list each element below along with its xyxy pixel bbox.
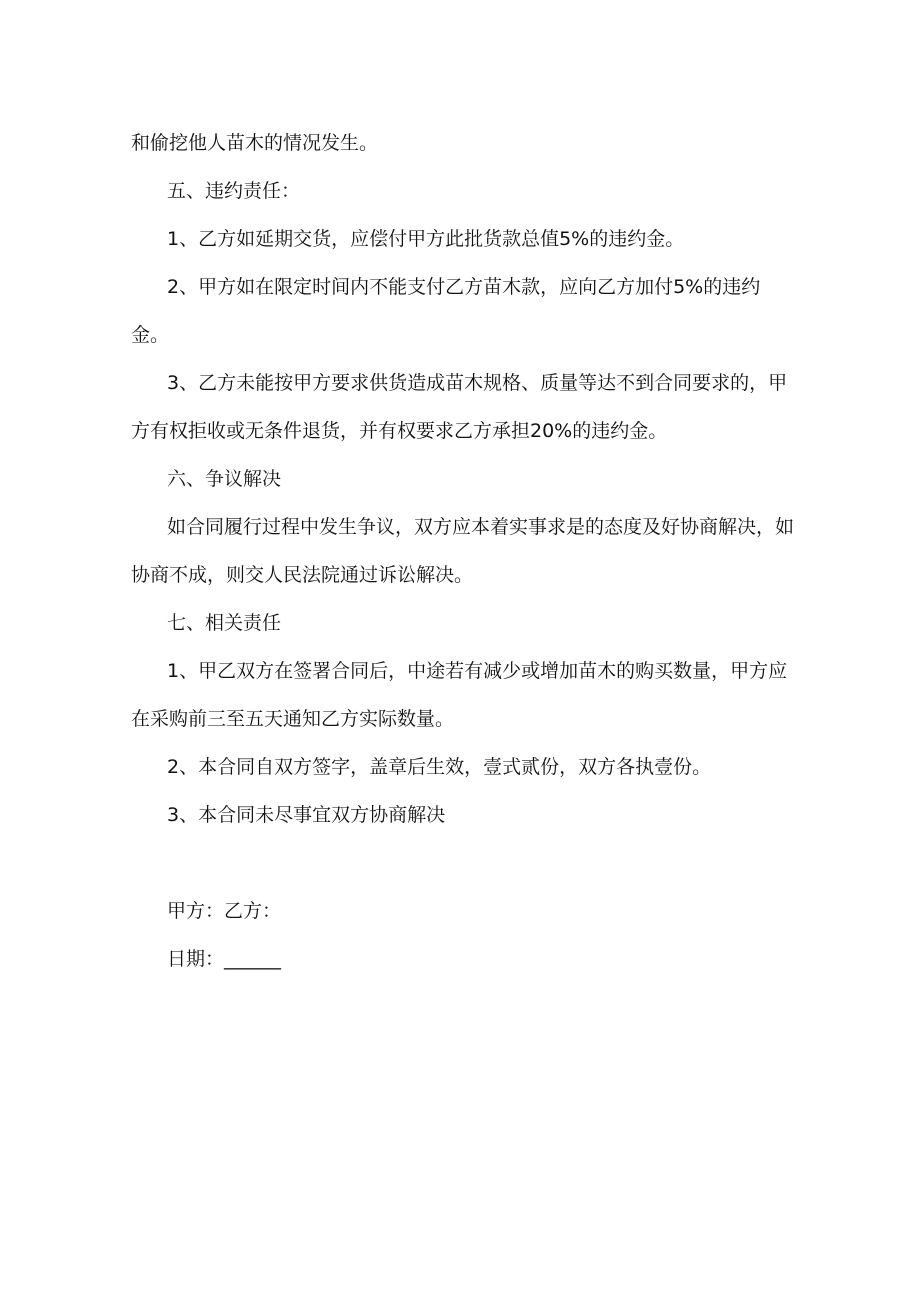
date-label: 日期：: [167, 948, 225, 970]
spacer: [131, 839, 796, 887]
clause-quantity-change: 1、甲乙双方在签署合同后，中途若有减少或增加苗木的购买数量，甲方应在采购前三至五天通知乙方实际数量。: [131, 660, 788, 730]
section-heading-breach-liability: 五、违约责任：: [167, 180, 301, 202]
signature-parties-label: 甲方：乙方：: [167, 900, 282, 922]
section-heading-related-responsibility: 七、相关责任: [167, 612, 282, 634]
paragraph-closing-prior-clause: 和偷挖他人苗木的情况发生。: [131, 132, 379, 154]
clause-effectiveness: 2、本合同自双方签字，盖章后生效，壹式贰份，双方各执壹份。: [167, 756, 712, 778]
clause-dispute-resolution: 如合同履行过程中发生争议，双方应本着实事求是的态度及好协商解决，如协商不成，则交人民法院通过诉讼解决。: [131, 516, 795, 586]
clause-nonconforming-goods: 3、乙方未能按甲方要求供货造成苗木规格、质量等达不到合同要求的，甲方有权拒收或无条件退货，并有权要求乙方承担20%的违约金。: [131, 372, 788, 442]
section-heading-dispute-resolution: 六、争议解决: [167, 468, 282, 490]
date-blank: ______: [224, 948, 282, 970]
signature-date-row: [131, 935, 796, 983]
clause-unresolved-matters: 3、本合同未尽事宜双方协商解决: [167, 804, 446, 826]
clause-late-delivery: 1、乙方如延期交货，应偿付甲方此批货款总值5%的违约金。: [167, 228, 685, 250]
document-body: [131, 119, 796, 983]
clause-late-payment: 2、甲方如在限定时间内不能支付乙方苗木款，应向乙方加付5%的违约金。: [131, 276, 761, 346]
